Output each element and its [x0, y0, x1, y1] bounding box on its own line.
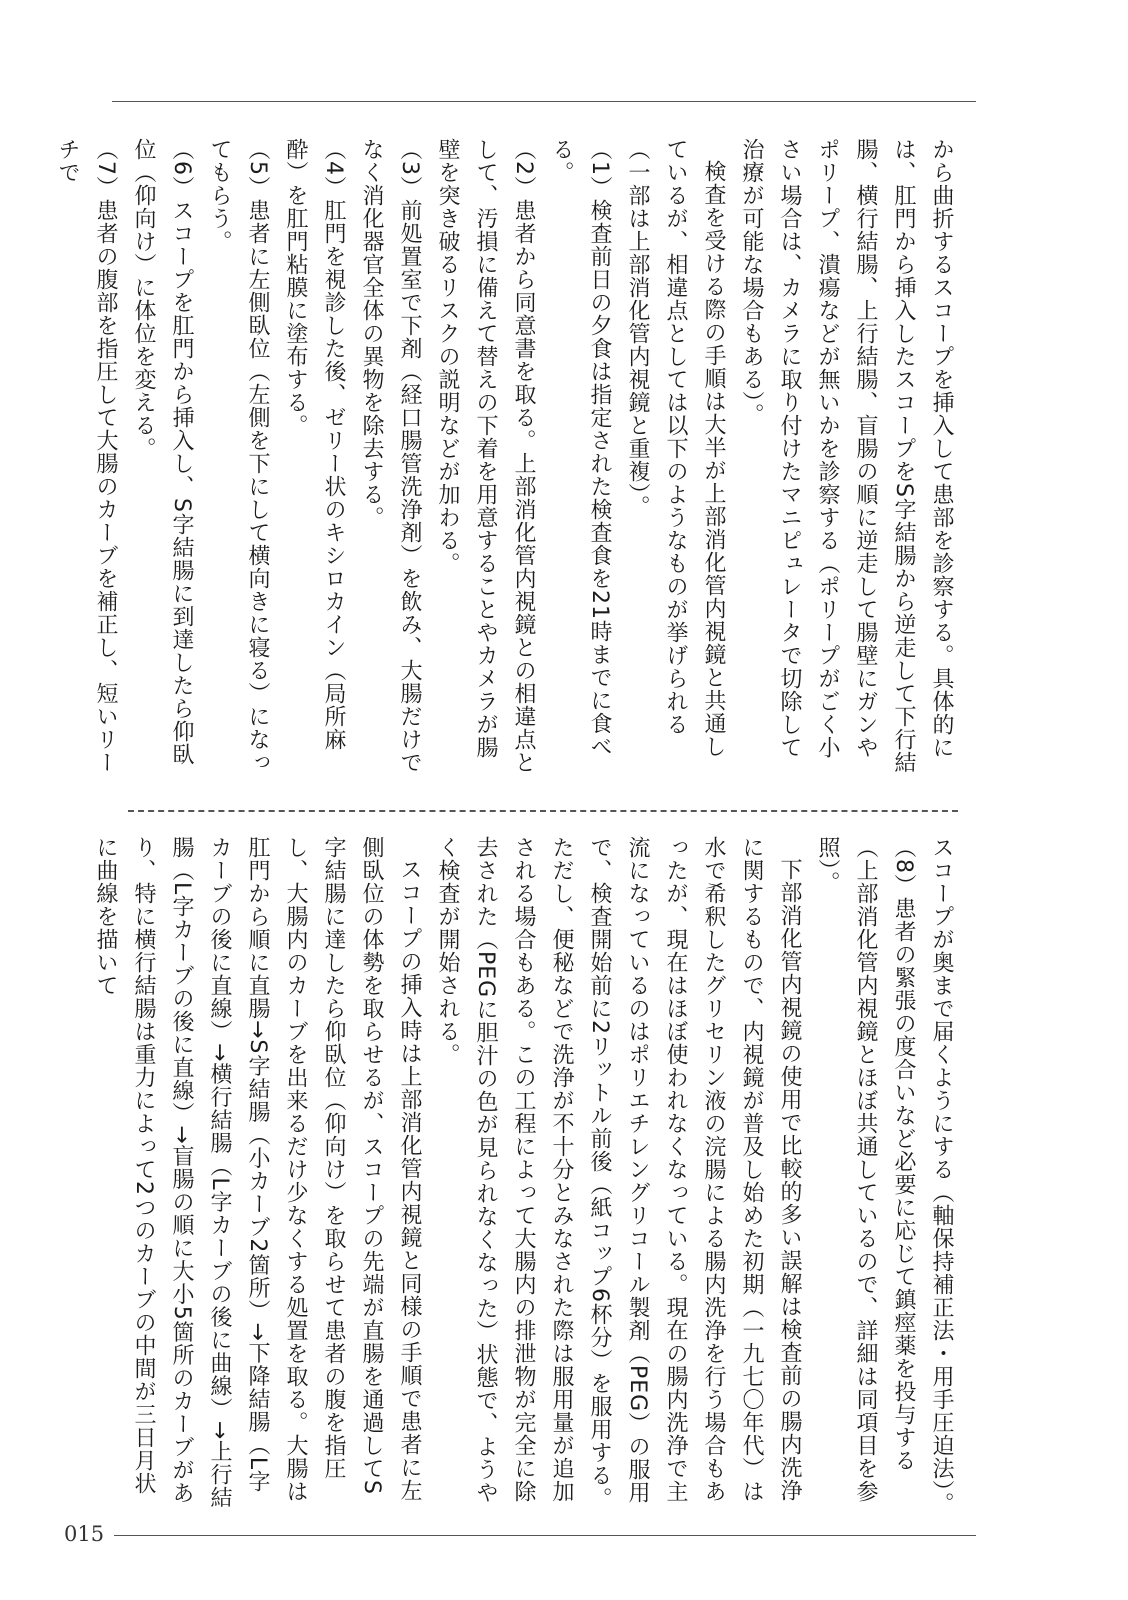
- footer-rule: [114, 1535, 976, 1536]
- paragraph-intro: から曲折するスコープを挿入して患部を診察する。具体的には、肛門から挿入したスコープをS字結腸から逆走して下行結腸、横行結腸、上行結腸、盲腸の順に逆走して腸壁にガンやポリープ、潰瘍などが無いかを診察する（ポリープがごく小さい場合は、カメラに取り付けたマニピュレータで切除して治療が可能な場合もある）。: [739, 138, 954, 774]
- list-item-6: （6）スコープを肛門から挿入し、S字結腸に到達したら仰臥位（仰向け）に体位を変える。: [131, 138, 194, 766]
- header-rule: [112, 101, 976, 102]
- list-item-4: （4）肛門を視診した後、ゼリー状のキシロカイン（局所麻酔）を肛門粘膜に塗布する。: [283, 138, 346, 751]
- list-item-8: （8）患者の緊張の度合いなど必要に応じて鎮痙薬を投与する（上部消化管内視鏡とほぼ共通しているので、詳細は同項目を参照）。: [815, 836, 916, 1503]
- paragraph-bowel-cleansing: 下部消化管内視鏡の使用で比較的多い誤解は検査前の腸内洗浄に関するもので、内視鏡が普及し始めた初期（一九七〇年代）は水で希釈したグリセリン液の浣腸による腸内洗浄を行う場合もあったが、現在はほぼ使われなくなっている。現在の腸内洗浄で主流になっているのはポリエチレングリコール製剤（PEG）の服用で、検査開始前に2リットル前後（紙コップ6杯分）を服用する。ただし、便秘などで洗浄が不十分とみなされた際は服用量が追加される場合もある。この工程によって大腸内の排泄物が完全に除去された（PEGに胆汁の色が見られなくなった）状態で、ようやく検査が開始される。: [435, 836, 802, 1510]
- column-divider: [128, 810, 958, 812]
- list-item-3: （3）前処置室で下剤（経口腸管洗浄剤）を飲み、大腸だけでなく消化器官全体の異物を除去する。: [359, 138, 422, 774]
- list-item-5: （5）患者に左側臥位（左側を下にして横向きに寝る）になってもらう。: [207, 138, 270, 774]
- paragraph-procedure: 検査を受ける際の手順は大半が上部消化管内視鏡と共通しているが、相違点としては以下のようなものが挙げられる（一部は上部消化管内視鏡と重複）。: [625, 138, 726, 758]
- list-item-7-continuation: スコープが奥まで届くようにする（軸保持補正法・用手圧迫法）。: [929, 836, 954, 1515]
- paragraph-scope-insertion: スコープの挿入時は上部消化管内視鏡と同様の手順で患者に左側臥位の体勢を取らせるが、スコープの先端が直腸を通過してS字結腸に達したら仰臥位（仰向け）を取らせて患者の腹を指圧し、大腸内のカーブを出来るだけ少なくする処置を取る。大腸は肛門から順に直腸→S字結腸（小カーブ2箇所）→下降結腸（L字カーブの後に直線）→横行結腸（L字カーブの後に曲線）→上行結腸（L字カーブの後に直線）→盲腸の順に大小5箇所のカーブがあり、特に横行結腸は重力によって2つのカーブの中間が三日月状に曲線を描いて: [93, 836, 422, 1510]
- list-item-7: （7）患者の腹部を指圧して大腸のカーブを補正し、短いリーチで: [55, 138, 118, 774]
- page-number: 015: [64, 1522, 105, 1546]
- upper-text-column: [55, 138, 960, 778]
- lower-text-column: [93, 836, 960, 1516]
- list-item-1: （1）検査前日の夕食は指定された検査食を21時までに食べる。: [549, 138, 612, 758]
- list-item-2: （2）患者から同意書を取る。上部消化管内視鏡との相違点として、汚損に備えて替えの下着を用意することやカメラが腸壁を突き破るリスクの説明などが加わる。: [435, 138, 536, 774]
